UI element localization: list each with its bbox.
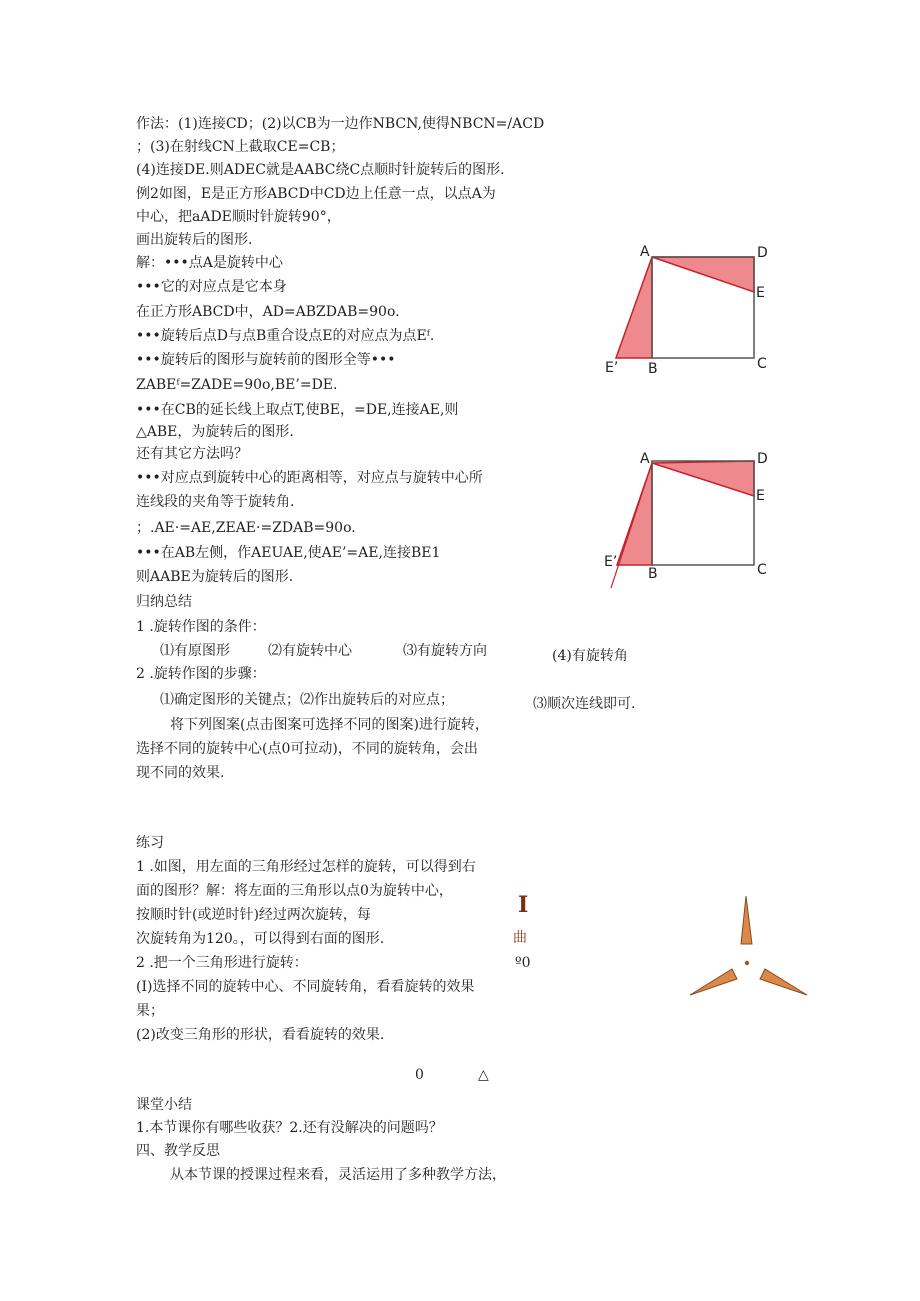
bottom-symbol: 0 [415,1067,424,1083]
text-line: (4)连接DE.则ADEC就是AABC绕C点顺时针旋转后的图形. [136,162,505,178]
label-e-prime: E’ [604,554,618,570]
text-line: •••旋转后的图形与旋转前的图形全等••• [136,352,396,368]
text-line: 现不同的效果. [136,765,225,781]
section-heading: 练习 [136,835,164,851]
label-e: E [756,488,765,504]
triangle-right [760,969,807,995]
text-line: 将下列图案(点击图案可选择不同的图案)进行旋转， [170,717,489,733]
triangle-top [741,896,752,944]
label-e: E [756,285,765,301]
condition-item: ⑶有旋转方向 [403,643,487,659]
text-line: 作法：(1)连接CD；(2)以CB为一边作NBCN,使得NBCN=/ACD [136,116,545,132]
label-a: A [640,244,650,260]
text-line: •••对应点到旋转中心的距离相等，对应点与旋转中心所 [136,470,483,486]
text-line: •••它的对应点是它本身 [136,279,287,295]
text-line: •••旋转后点D与点B重合设点E的对应点为点Eᶠ. [136,328,435,344]
step-item: ⑴确定图形的关键点；⑵作出旋转后的对应点； [160,692,454,708]
text-line: 中心，把aADE顺时针旋转90°， [136,209,341,225]
text-line: ；.AE·=AE,ZEAE·=ZDAB=90o. [136,520,356,536]
text-line: 1.本节课你有哪些收获？2.还有没解决的问题吗？ [136,1120,443,1136]
text-line: 1 .如图，用左面的三角形经过怎样的旋转，可以得到右 [136,859,476,875]
text-line: •••在AB左侧，作AEUAE,使AE’=AE,连接BE1 [136,545,441,561]
text-line: 还有其它方法吗？ [136,446,248,462]
label-b: B [648,361,658,377]
text-line: 从本节课的授课过程来看，灵活运用了多种教学方法， [170,1167,506,1183]
text-line: 2 .把一个三角形进行旋转： [136,955,308,971]
text-line: (2)改变三角形的形状，看看旋转的效果. [136,1027,385,1043]
text-line: 面的图形？解：将左面的三角形以点0为旋转中心， [136,883,453,899]
text-line: 画出旋转后的图形. [136,232,253,248]
text-line: (I)选择不同的旋转中心、不同旋转角，看看旋转的效果 [136,979,475,995]
three-triangles-figure [685,890,815,1005]
section-heading: 归纳总结 [136,594,192,610]
triangle-left [690,969,737,995]
text-line: 连线段的夹角等于旋转角. [136,494,295,510]
condition-item: ⑴有原图形 [160,643,230,659]
text-line: ZABEᶠ=ZADE=90o,BE’=DE. [136,377,338,393]
step-item: ⑶顺次连线即可. [533,696,636,712]
text-line: 例2如图，E是正方形ABCD中CD边上任意一点，以点A为 [136,186,496,202]
text-line: 2 .旋转作图的步骤： [136,666,266,682]
label-e-prime: E’ [605,360,619,376]
triangle-abe-prime [616,257,652,358]
label-b: B [648,566,658,582]
condition-item: ⑵有旋转中心 [268,643,352,659]
label-c: C [757,562,767,578]
label-d: D [757,245,768,261]
text-line: 果； [136,1003,164,1019]
rotation-center-point [745,961,749,965]
text-line: 1 .旋转作图的条件： [136,619,266,635]
exercise-mark: 曲 [513,930,527,946]
bottom-symbol: △ [478,1067,489,1083]
rotation-figure-1 [600,240,780,380]
text-line: 选择不同的旋转中心(点0可拉动)，不同的旋转角，会出 [136,741,478,757]
section-heading: 四、教学反思 [136,1143,220,1159]
label-d: D [757,451,768,467]
text-line: 则AABE为旋转后的图形. [136,569,294,585]
section-heading: 课堂小结 [136,1097,192,1113]
text-line: •••在CB的延长线上取点T,使BE，=DE,连接AE,则 [136,402,459,418]
label-a: A [640,451,650,467]
triangle-ade [652,461,754,496]
text-line: 在正方形ABCD中，AD=ABZDAB=90o. [136,304,400,320]
rotation-figure-2 [600,448,780,588]
exercise-bar-mark: I [518,892,529,918]
text-line: △ABE，为旋转后的图形. [136,424,294,440]
label-c: C [757,356,767,372]
text-line: ；(3)在射线CN上截取CE=CB； [136,139,345,155]
text-line: 次旋转角为120。，可以得到右面的图形. [136,931,385,947]
exercise-mark: º0 [515,955,531,971]
condition-item: (4)有旋转角 [552,648,628,664]
triangle-ade [652,257,754,292]
text-line: 解：•••点A是旋转中心 [136,255,283,271]
text-line: 按顺时针(或逆时针)经过两次旋转，每 [136,907,371,923]
